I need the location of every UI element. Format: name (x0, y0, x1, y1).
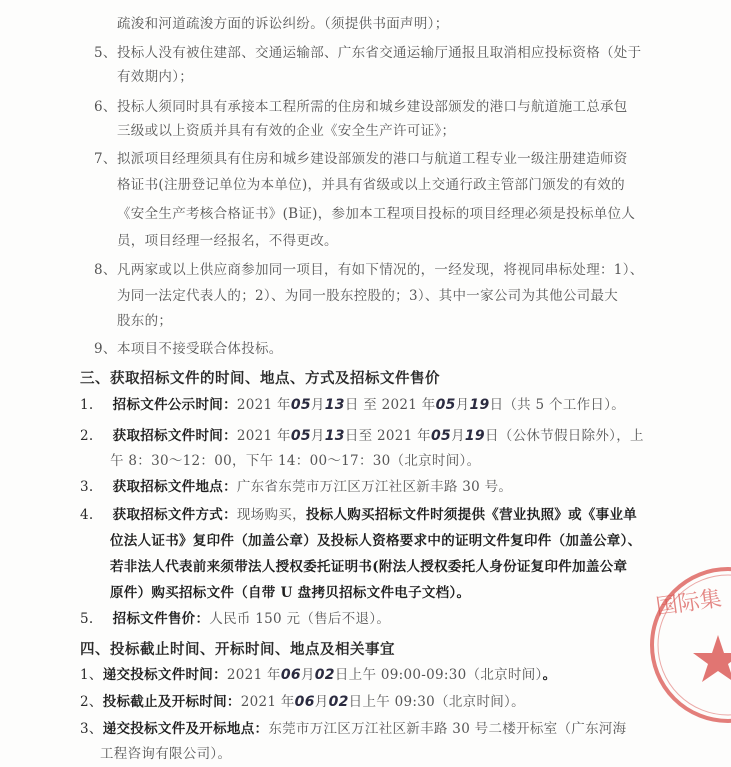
handwritten-day: 13 (324, 397, 345, 413)
handwritten-month: 06 (294, 694, 315, 710)
section-4-title: 四、投标截止时间、开标时间、地点及相关事宜 (80, 641, 395, 658)
note-text: 日（公休节假日除外），上 (484, 428, 644, 444)
section-3-item-5 (80, 610, 390, 628)
item-9-number: 9、 (94, 341, 117, 357)
section-3-item-2-line-2: 午 8：30～12：00，下午 14：00～17：30（北京时间）。 (110, 453, 481, 469)
handwritten-day: 02 (328, 694, 349, 710)
handwritten-month: 05 (430, 428, 452, 444)
item-6-number: 6、 (94, 99, 117, 115)
year-text: 2021 年 (236, 397, 291, 413)
handwritten-day: 19 (464, 428, 485, 444)
section-4-item-3-line-2: 工程咨询有限公司）。 (100, 746, 232, 762)
item-label: 递交投标文件及开标地点： (102, 721, 269, 737)
company-seal-stamp (648, 560, 731, 730)
handwritten-day: 19 (469, 397, 490, 413)
time-text: 日上午 09:00-09:30（北京时间） (334, 667, 543, 683)
time-text: 日上午 09:30（北京时间）。 (348, 694, 525, 710)
section-3-item-3 (80, 478, 512, 496)
item-number: 1、 (80, 667, 103, 683)
item-text: 广东省东莞市万江区万江社区新丰路 30 号。 (236, 479, 513, 495)
year-text: 2021 年 (240, 694, 295, 710)
handwritten-month: 05 (290, 397, 311, 413)
handwritten-day: 13 (324, 428, 345, 444)
section-4-item-1 (80, 666, 556, 684)
item-8-line-3: 股东的； (117, 313, 173, 329)
section-4-item-3 (80, 720, 626, 738)
item-text-plain: 现场购买， (236, 507, 306, 523)
month-text: 月 (310, 397, 325, 413)
section-3-item-1 (80, 396, 625, 414)
item-number: 2、 (80, 694, 103, 710)
item-9-text: 本项目不接受联合体投标。 (117, 341, 283, 357)
item-label: 获取招标文件地点： (112, 479, 237, 495)
item-7-line-1: 拟派项目经理须具有住房和城乡建设部颁发的港口与航道工程专业一级注册建造师资 (117, 151, 628, 167)
item-number: 2. (80, 428, 94, 444)
item-number: 4. (80, 507, 94, 523)
item-label: 招标文件公示时间： (112, 397, 237, 413)
handwritten-month: 06 (280, 667, 301, 683)
item-number: 5. (80, 611, 94, 627)
duration-text: 日（共 5 个工作日）。 (489, 397, 626, 413)
item-7-number: 7、 (94, 151, 117, 167)
seal-star-icon (693, 635, 731, 682)
range-text: 日 至 2021 年 (344, 397, 436, 413)
item-7-line-3: 《安全生产考核合格证书》(B证)，参加本工程项目投标的项目经理必须是投标单位人 (117, 206, 636, 222)
year-text: 2021 年 (236, 428, 291, 444)
item-7-line-2: 格证书(注册登记单位为本单位)，并具有省级或以上交通行政主管部门颁发的有效的 (117, 177, 625, 193)
item-number: 3. (80, 479, 94, 495)
item-5-line-2: 有效期内）； (117, 69, 194, 85)
year-text: 2021 年 (226, 667, 281, 683)
item-8-number: 8、 (94, 262, 117, 278)
section-4-item-2 (80, 693, 525, 711)
item-8-line-1: 凡两家或以上供应商参加同一项目，有如下情况的，一经发现，将视同串标处理：1）、 (117, 262, 644, 278)
section-3-item-2 (80, 427, 644, 445)
section-3-title: 三、获取招标文件的时间、地点、方式及招标文件售价 (80, 370, 440, 387)
month-text: 月 (455, 397, 470, 413)
item-7-line-4: 员，项目经理一经报名，不得更改。 (117, 233, 338, 249)
item-number: 1. (80, 397, 94, 413)
item-text: 人民币 150 元（售后不退）。 (209, 611, 391, 627)
item-label: 获取招标文件方式： (112, 507, 237, 523)
item-6-line-2: 三级或以上资质并具有有效的企业《安全生产许可证》； (117, 123, 456, 139)
section-3-item-4-line-4: 原件）购买招标文件（自带 U 盘拷贝招标文件电子文档）。 (110, 585, 471, 601)
item-8-line-2: 为同一法定代表人的；2）、为同一股东控股的；3）、其中一家公司为其他公司最大 (117, 288, 619, 304)
item-6-line-1: 投标人须同时具有承接本工程所需的住房和城乡建设部颁发的港口与航道施工总承包 (117, 99, 628, 115)
handwritten-day: 02 (314, 667, 335, 683)
item-label: 招标文件售价： (112, 611, 210, 627)
item-5-number: 5、 (94, 45, 117, 61)
month-text: 月 (451, 428, 465, 444)
handwritten-month: 05 (290, 428, 311, 444)
section-3-item-4-line-2: 位法人证书》复印件（加盖公章）及投标人资格要求中的证明文件复印件（加盖公章）、 (110, 533, 642, 549)
section-3-item-4-line-3: 若非法人代表前来须带法人授权委托证明书(附法人授权委托人身份证复印件加盖公章 (110, 559, 628, 575)
section-3-item-4 (80, 506, 637, 524)
item-text-bold: 投标人购买招标文件时须提供《营业执照》或《事业单 (305, 507, 638, 523)
item-text: 东莞市万江区万江社区新丰路 30 号二楼开标室（广东河海 (268, 721, 627, 737)
range-text: 日至 2021 年 (344, 428, 431, 444)
month-text: 月 (314, 694, 329, 710)
month-text: 月 (310, 428, 325, 444)
item-label: 递交投标文件时间： (102, 667, 227, 683)
handwritten-month: 05 (435, 397, 456, 413)
item-label: 获取招标文件时间： (112, 428, 237, 444)
end-mark: 。 (542, 667, 557, 683)
item-5-line-1: 投标人没有被住建部、交通运输部、广东省交通运输厅通报且取消相应投标资格（处于 (117, 45, 642, 61)
item-number: 3、 (80, 721, 103, 737)
item-label: 投标截止及开标时间： (102, 694, 241, 710)
item-4-continuation: 疏浚和河道疏浚方面的诉讼纠纷。（须提供书面声明）； (117, 16, 449, 32)
seal-text: 国际集 (654, 586, 724, 621)
month-text: 月 (300, 667, 315, 683)
